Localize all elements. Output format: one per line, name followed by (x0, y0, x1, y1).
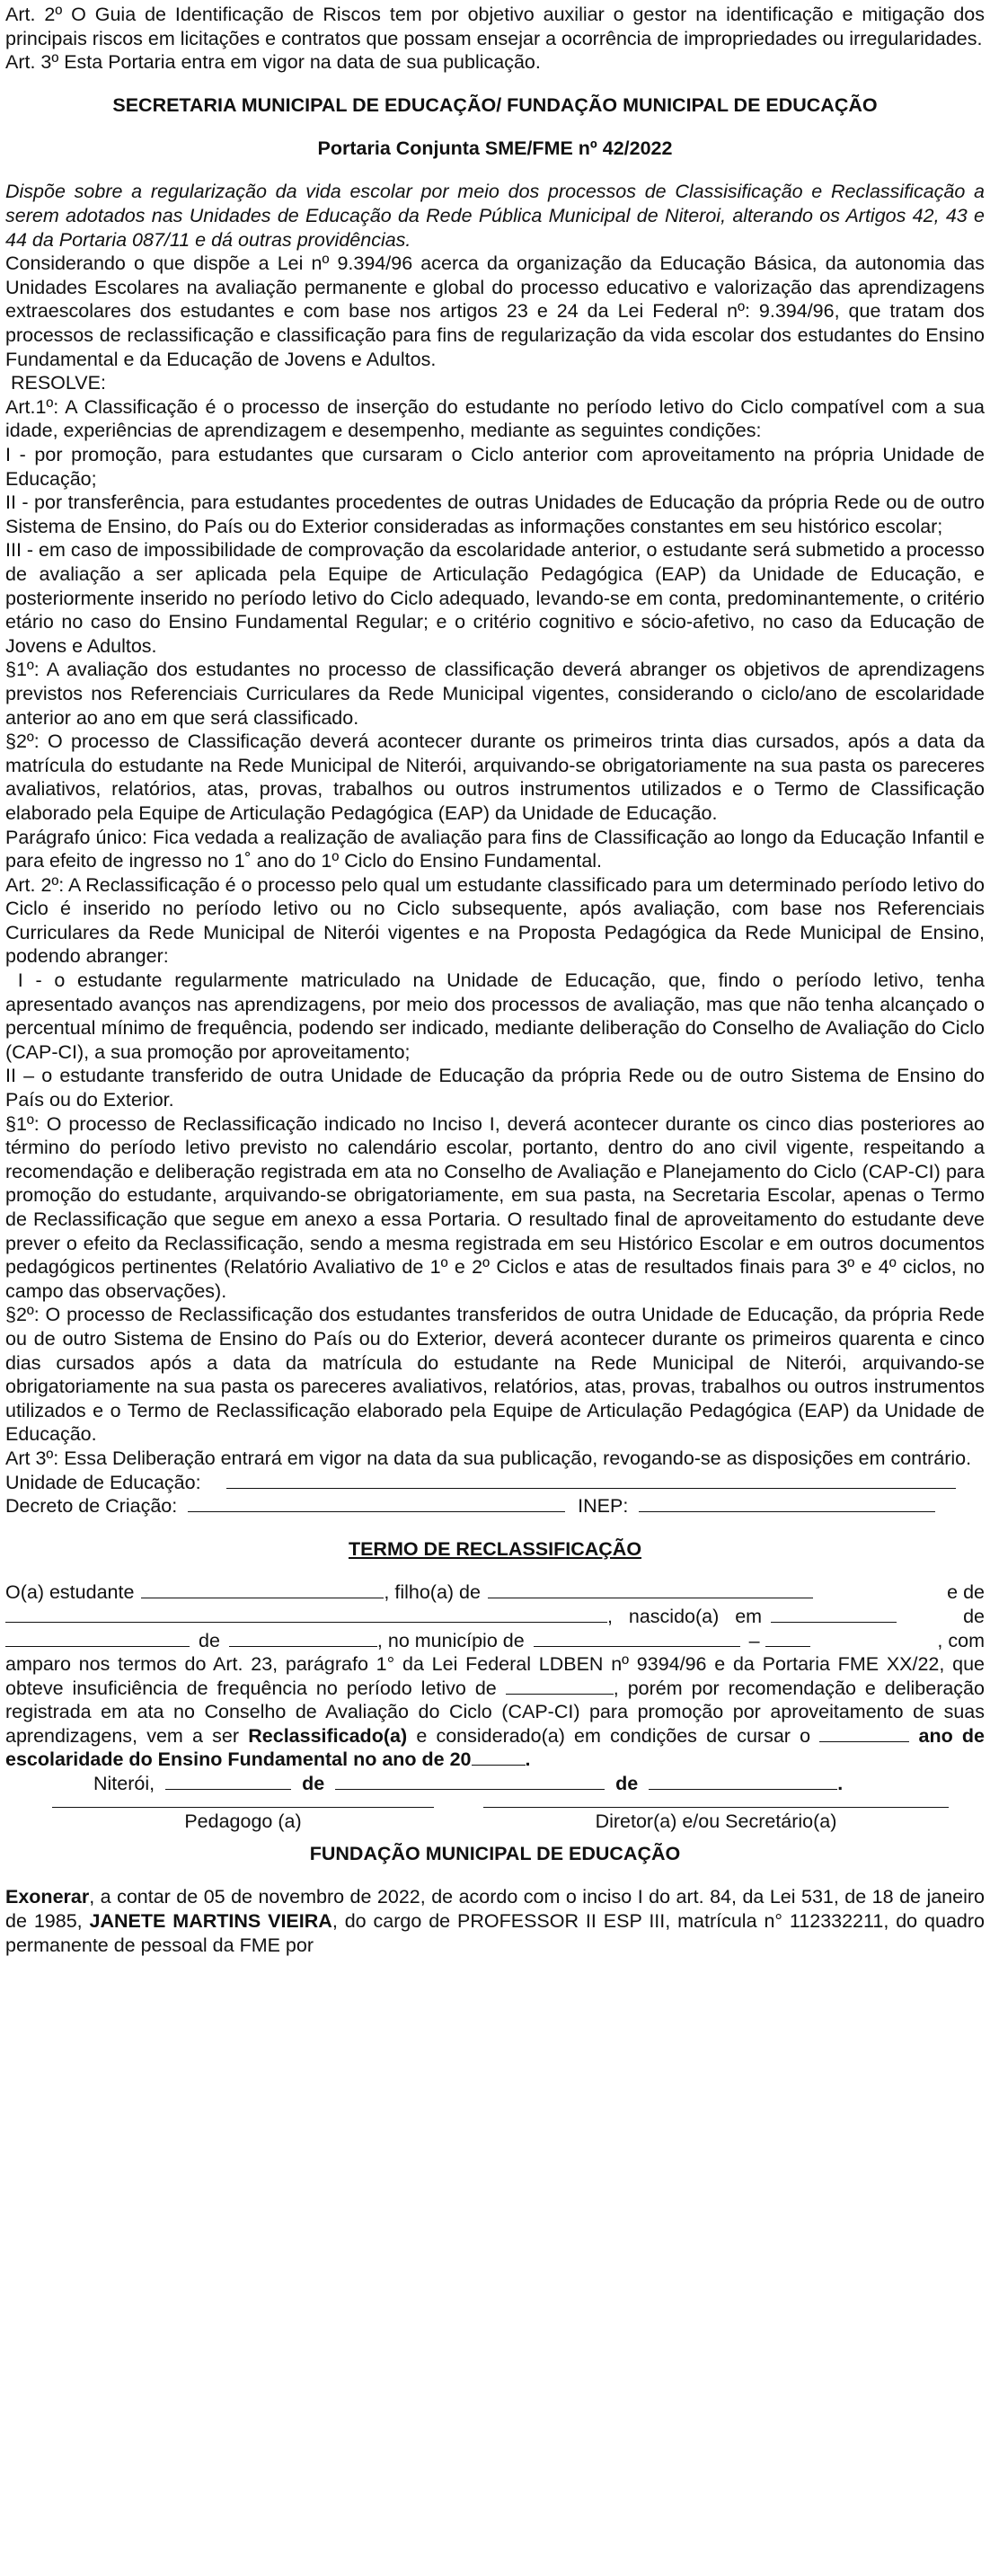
filiacao-1-field[interactable] (488, 1580, 813, 1598)
uf-field[interactable] (765, 1629, 810, 1647)
art1-paragraph-1: §1º: A avaliação dos estudantes no processo de classificação deverá abranger os objetivos de aprendizagens previstos nos Referenciais Curriculares da Rede Municipal vigentes, considerando o ciclo/ano de escolaridade anterior ao ano em que será classificado. (5, 659, 985, 729)
ano-20-field[interactable] (472, 1748, 526, 1766)
de-label-2: de (199, 1629, 220, 1651)
signature-row (5, 1807, 985, 1834)
de-label-1: de (963, 1605, 985, 1627)
resolve: RESOLVE: (5, 372, 106, 394)
art2: Art. 2º: A Reclassificação é o processo pelo qual um estudante classificado para um determinado período letivo do Ciclo é inserido no período letivo ou no Ciclo subsequente, após avaliação, com base nos Referenciais Curriculares da Rede Municipal de Niterói vigentes e na Proposta Pedagógica da Rede Municipal de Ensino, podendo abranger: (5, 873, 985, 968)
art2-paragraph-2: §2º: O processo de Reclassificação dos estudantes transferidos de outra Unidade de Educação, da própria Rede ou de outro Sistema de Ensino do País ou do Exterior, deverá acontecer durante os primeiros quarenta e cinco dias cursados após a data da matrícula do estudante na Rede Municipal de Niterói, arquivando-se obrigatoriamente na sua pasta os pareceres avaliativos, relatórios, atas, provas, trabalhos ou outros instrumentos utilizados e o Termo de Reclassificação elaborado pela Equipe de Articulação Pedagógica (EAP) da Unidade de Educação. (5, 1304, 985, 1446)
exoneracao-text-1: , a contar de 05 de novembro de 2022, de acordo com o inciso I do art. 84, da Lei 531, de 18 de janeiro de 1985, (5, 1886, 985, 1932)
exoneracao-text-2: , do cargo de PROFESSOR II ESP III, matrícula n° 112332211, do quadro permanente de pessoal da FME por (5, 1909, 985, 1956)
decreto-line (5, 1494, 985, 1518)
com-label: , com (937, 1629, 985, 1651)
municipio-field[interactable] (534, 1629, 740, 1647)
niteroi-label: Niterói, (93, 1773, 155, 1795)
art2-paragraph-1: §1º: O processo de Reclassificação indicado no Inciso I, deverá acontecer durante os cinco dias posteriores ao término do período letivo previsto no calendário escolar, portanto, dentro do ano civil vigente, respeitando a recomendação e deliberação registrada em ata no Conselho de Avaliação e Planejamento do Ciclo (CAP-CI) para promoção do estudante, arquivando-se obrigatoriamente, em sua pasta, na Secretaria Escolar, apenas o Termo de Reclassificação que segue em anexo a essa Portaria. O resultado final de aproveitamento do estudante deve prever o efeito da Reclassificação, sendo a mesma registrada em seu Histórico Escolar e em outros documentos pedagógicos pertinentes (Relatório Avaliativo de 1º e 2º Ciclos e atas de resultados finais para 3º e 4º ciclos, no campo das observações). (5, 1112, 985, 1302)
filho-label: , filho(a) de (384, 1581, 481, 1604)
termo-body-text-2: , porém por recomendação e deliberação registrada em ata no Conselho de Avaliação do Ciclo (CAP-CI) para promoção por aproveitamento de suas aprendizagens, vem a ser (5, 1677, 985, 1747)
fme-header: FUNDAÇÃO MUNICIPAL DE EDUCAÇÃO (309, 1843, 681, 1865)
estudante-line (5, 1580, 985, 1605)
art1-inciso-i: I - por promoção, para estudantes que cursaram o Ciclo anterior com aproveitamento na própria Unidade de Educação; (5, 444, 985, 490)
servidor-name: JANETE MARTINS VIEIRA (89, 1909, 332, 1932)
ano-field[interactable] (819, 1724, 909, 1742)
art1-paragraph-2: §2º: O processo de Classificação deverá acontecer durante os primeiros trinta dias cursados, após a data da matrícula do estudante na Rede Municipal de Niterói, arquivando-se obrigatoriamente na sua pasta os pareceres avaliativos, relatórios, atas, provas, trabalhos ou outros instrumentos utilizados e o Termo de Classificação elaborado pela Equipe de Articulação Pedagógica (EAP) da Unidade de Educação. (5, 730, 985, 824)
pedagogo-label: Pedagogo (a) (184, 1810, 302, 1832)
estudante-label: O(a) estudante (5, 1581, 135, 1604)
inep-label: INEP: (578, 1495, 629, 1518)
art3: Art 3º: Essa Deliberação entrará em vigor na data da sua publicação, revogando-se as disposições em contrário. (5, 1447, 972, 1469)
date-line: Niterói, de de . (93, 1773, 844, 1795)
termo-body-text-3: e considerado(a) em condições de cursar o (416, 1724, 811, 1747)
diretor-label: Diretor(a) e/ou Secretário(a) (595, 1810, 837, 1832)
art1-paragraph-unico: Parágrafo único: Fica vedada a realização de avaliação para fins de Classificação ao longo da Educação Infantil e para efeito de ingresso no 1˚ ano do 1º Ciclo do Ensino Fundamental. (5, 826, 985, 872)
municipio-label: , no município de (376, 1629, 525, 1651)
diretor-signature[interactable] (483, 1807, 949, 1834)
dash: – (748, 1629, 760, 1651)
date-day-field[interactable] (165, 1772, 291, 1790)
ano-escolaridade-label: ano de escolaridade do Ensino Fundamental no ano de 20 (5, 1724, 986, 1771)
de-date-label-2: de (615, 1773, 639, 1795)
municipio-line (5, 1629, 985, 1653)
inep-field[interactable] (639, 1494, 935, 1512)
nascimento-mes-field[interactable] (5, 1629, 190, 1647)
art1: Art.1º: A Classificação é o processo de inserção do estudante no período letivo do Ciclo compatível com a sua idade, experiências de aprendizagem e desempenho, mediante as seguintes condições: (5, 395, 985, 442)
termo-title: TERMO DE RECLASSIFICAÇÃO (348, 1538, 642, 1561)
decreto-label: Decreto de Criação: (5, 1495, 178, 1518)
filiacao-2-field[interactable] (5, 1605, 607, 1623)
date-month-field[interactable] (335, 1772, 605, 1790)
portaria-ementa: Dispõe sobre a regularização da vida escolar por meio dos processos de Classisificação e Reclassificação a serem adotados nas Unidades de Educação da Rede Pública Municipal de Niteroi, alterando os Artigos 42, 43 e 44 da Portaria 087/11 e dá outras providências. (5, 181, 985, 251)
nascido-line (5, 1605, 985, 1629)
nascido-label: , nascido(a) em (607, 1605, 763, 1627)
periodo-letivo-field[interactable] (506, 1677, 614, 1695)
unidade-line (5, 1471, 985, 1495)
art1-inciso-ii: II - por transferência, para estudantes procedentes de outras Unidades de Educação da própria Rede ou de outro Sistema de Ensino, do País ou do Exterior consideradas as informações constantes em seu histórico escolar; (5, 491, 985, 537)
unidade-label: Unidade de Educação: (5, 1471, 201, 1493)
termo-body-text-1: amparo nos termos do Art. 23, parágrafo 1° da Lei Federal LDBEN nº 9394/96 e da Portaria FME XX/22, que obteve insuficiência de frequência no período letivo de (5, 1653, 985, 1699)
de-date-label: de (302, 1773, 325, 1795)
termo-body: amparo nos termos do Art. 23, parágrafo 1° da Lei Federal LDBEN nº 9394/96 e da Portaria FME XX/22, que obteve insuficiência de frequência no período letivo de , porém por recomendação e deliberação registrada em ata no Conselho de Avaliação do Ciclo (CAP-CI) para promoção por aproveitamento de suas aprendizagens, vem a ser Reclassificado(a) e considerado(a) em condições de cursar o ano de escolaridade do Ensino Fundamental no ano de 20 . (5, 1653, 986, 1771)
exonerar-label: Exonerar (5, 1886, 90, 1908)
unidade-field[interactable] (226, 1471, 956, 1489)
pedagogo-signature[interactable] (52, 1807, 434, 1834)
exoneracao-paragraph (5, 1885, 985, 1957)
date-year-field[interactable] (649, 1772, 837, 1790)
art2-inciso-i: I - o estudante regularmente matriculado na Unidade de Educação, que, findo o período letivo, tenha apresentado avanços nas aprendizagens, por meio dos processos de avaliação, mas que não tenha alcançado o percentual mínimo de frequência, podendo ser indicado, mediante deliberação do Conselho de Avaliação do Ciclo (CAP-CI), a sua promoção por aproveitamento; (5, 969, 990, 1063)
considerando: Considerando o que dispõe a Lei nº 9.394/96 acerca da organização da Educação Básica, da autonomia das Unidades Escolares na avaliação permanente e global do processo educativo e valorização das aprendizagens extraescolares dos estudantes e com base nos artigos 23 e 24 da Lei Federal nº: 9.394/96, que tratam dos processos de reclassificação e classificação para fins de regularização da vida escolar dos estudantes do Ensino Fundamental e da Educação de Jovens e Adultos. (5, 252, 985, 370)
prev-art3: Art. 3º Esta Portaria entra em vigor na data de sua publicação. (5, 51, 541, 74)
prev-art2: Art. 2º O Guia de Identificação de Riscos tem por objetivo auxiliar o gestor na identificação e mitigação dos principais riscos em licitações e contratos que possam ensejar a ocorrência de impropriedades ou irregularidades. (5, 4, 985, 49)
nascimento-dia-field[interactable] (771, 1605, 897, 1623)
art1-inciso-iii: III - em caso de impossibilidade de comprovação da escolaridade anterior, o estudante será submetido a processo de avaliação a ser aplicada pela Equipe de Articulação Pedagógica (EAP) da Unidade de Educação, e posteriormente inserido no período letivo do Ciclo adequado, levando-se em conta, predominantemente, o critério etário no caso do Ensino Fundamental Regular; e o critério cognitivo e sócio-afetivo, no caso da Educação de Jovens e Adultos. (5, 539, 985, 657)
nascimento-ano-field[interactable] (229, 1629, 377, 1647)
e-de-label: e de (947, 1581, 985, 1604)
art2-inciso-ii: II – o estudante transferido de outra Unidade de Educação da própria Rede ou de outro Sistema de Ensino do País ou do Exterior. (5, 1065, 985, 1111)
portaria-header: SECRETARIA MUNICIPAL DE EDUCAÇÃO/ FUNDAÇÃO MUNICIPAL DE EDUCAÇÃO (112, 94, 878, 117)
portaria-number: Portaria Conjunta SME/FME nº 42/2022 (317, 137, 673, 160)
decreto-field[interactable] (188, 1494, 565, 1512)
estudante-field[interactable] (141, 1580, 384, 1598)
reclassificado-label: Reclassificado(a) (248, 1724, 408, 1747)
